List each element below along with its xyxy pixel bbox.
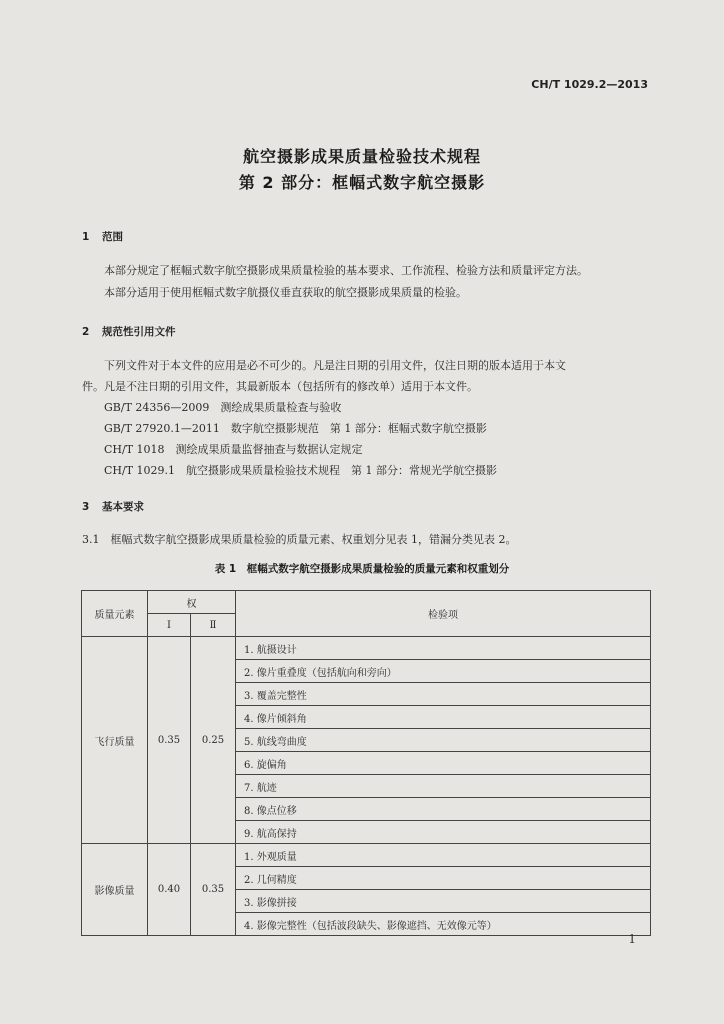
section-2-paragraph-line-2: 件。凡是不注日期的引用文件，其最新版本（包括所有的修改单）适用于本文件。 [82, 380, 478, 393]
section-1-paragraph-1: 本部分规定了框幅式数字航空摄影成果质量检验的基本要求、工作流程、检验方法和质量评定方法。 [104, 264, 588, 277]
table-1-caption: 表 1 框幅式数字航空摄影成果质量检验的质量元素和权重划分 [214, 563, 510, 575]
table-header-row [82, 591, 651, 614]
header-weight-2: Ⅱ [191, 614, 236, 637]
inspection-item: 5. 航线弯曲度 [236, 729, 651, 752]
weight-2-cell: 0.25 [191, 637, 236, 844]
section-2-heading [82, 324, 176, 339]
inspection-item: 9. 航高保持 [236, 821, 651, 844]
section-2-number: 2 [82, 326, 90, 338]
table-row [82, 844, 651, 867]
inspection-item: 8. 像点位移 [236, 798, 651, 821]
quality-element-cell: 影像质量 [82, 844, 148, 936]
section-3-number: 3 [82, 501, 90, 513]
inspection-item: 4. 像片倾斜角 [236, 706, 651, 729]
weight-1-cell: 0.35 [148, 637, 191, 844]
inspection-item: 3. 覆盖完整性 [236, 683, 651, 706]
weight-1-cell: 0.40 [148, 844, 191, 936]
reference-item: GB/T 27920.1—2011 数字航空摄影规范 第 1 部分：框幅式数字航空摄影 [104, 422, 487, 435]
inspection-item: 1. 外观质量 [236, 844, 651, 867]
section-1-title: 范围 [102, 231, 123, 243]
header-quality-element: 质量元素 [82, 591, 148, 637]
reference-item: CH/T 1029.1 航空摄影成果质量检验技术规程 第 1 部分：常规光学航空摄影 [104, 464, 498, 477]
section-2-title: 规范性引用文件 [102, 326, 176, 338]
page-number: 1 [628, 932, 636, 946]
section-1-paragraph-2: 本部分适用于使用框幅式数字航摄仪垂直获取的航空摄影成果质量的检验。 [104, 286, 467, 299]
quality-elements-table [81, 590, 651, 936]
section-1-number: 1 [82, 231, 90, 243]
weight-2-cell: 0.35 [191, 844, 236, 936]
title-line-2: 第 2 部分：框幅式数字航空摄影 [238, 173, 486, 192]
title-line-1: 航空摄影成果质量检验技术规程 [242, 147, 481, 166]
table-row [82, 637, 651, 660]
header-weight: 权 [148, 591, 236, 614]
clause-3-1: 3.1 框幅式数字航空摄影成果质量检验的质量元素、权重划分见表 1，错漏分类见表 2。 [82, 533, 517, 546]
inspection-item: 2. 几何精度 [236, 867, 651, 890]
inspection-item: 6. 旋偏角 [236, 752, 651, 775]
inspection-item: 4. 影像完整性（包括波段缺失、影像遮挡、无效像元等） [236, 913, 651, 936]
section-3-heading [82, 499, 144, 514]
section-2-paragraph-line-1: 下列文件对于本文件的应用是必不可少的。凡是注日期的引用文件，仅注日期的版本适用于本文 [104, 359, 566, 372]
reference-item: CH/T 1018 测绘成果质量监督抽查与数据认定规定 [104, 443, 363, 456]
inspection-item: 7. 航迹 [236, 775, 651, 798]
header-inspection-items: 检验项 [236, 591, 651, 637]
section-3-title: 基本要求 [102, 501, 144, 513]
standard-code: CH/T 1029.2—2013 [531, 78, 648, 91]
header-weight-1: Ⅰ [148, 614, 191, 637]
inspection-item: 1. 航摄设计 [236, 637, 651, 660]
inspection-item: 3. 影像拼接 [236, 890, 651, 913]
reference-item: GB/T 24356—2009 测绘成果质量检查与验收 [104, 401, 342, 414]
quality-element-cell: 飞行质量 [82, 637, 148, 844]
inspection-item: 2. 像片重叠度（包括航向和旁向） [236, 660, 651, 683]
section-1-heading [82, 229, 123, 244]
